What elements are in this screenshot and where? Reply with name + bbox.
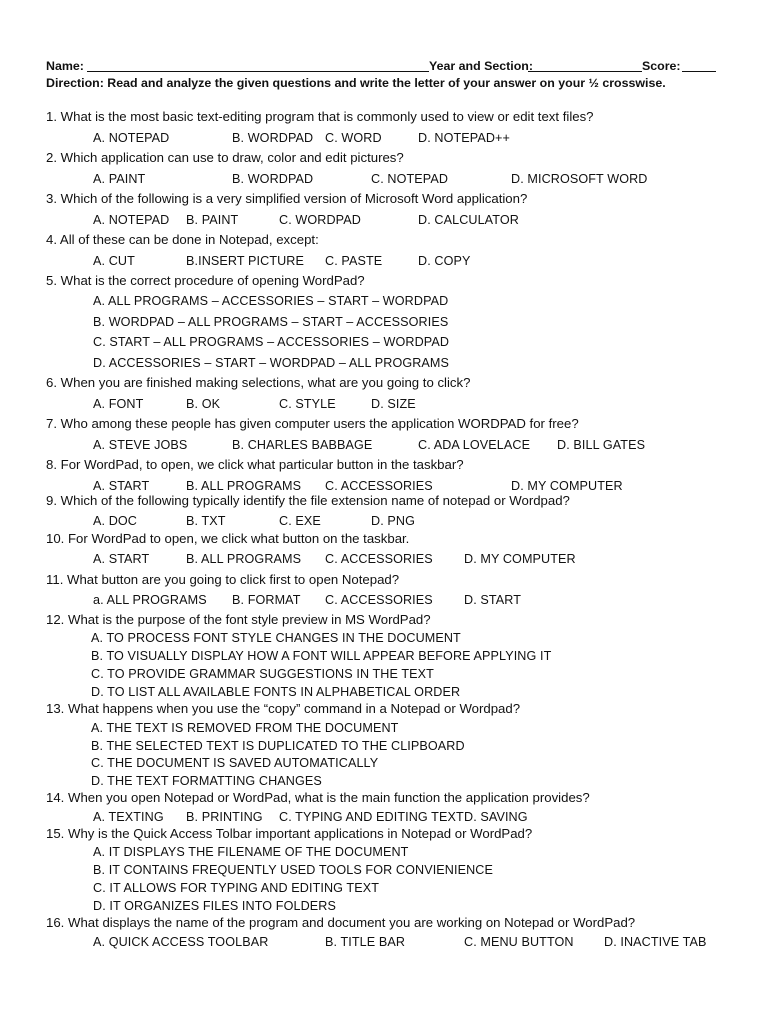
question-12: 12. What is the purpose of the font style preview in MS WordPad?: [46, 612, 431, 627]
option-3d: D. CALCULATOR: [418, 213, 519, 227]
option-9a: A. DOC: [93, 514, 137, 528]
option-12d: D. TO LIST ALL AVAILABLE FONTS IN ALPHABETICAL ORDER: [91, 685, 461, 699]
question-3: 3. Which of the following is a very simplified version of Microsoft Word application?: [46, 191, 528, 206]
question-2: 2. Which application can use to draw, color and edit pictures?: [46, 150, 404, 165]
question-7: 7. Who among these people has given computer users the application WORDPAD for free?: [46, 416, 579, 431]
option-2c: C. NOTEPAD: [371, 172, 449, 186]
option-3c: C. WORDPAD: [279, 213, 361, 227]
option-6a: A. FONT: [93, 397, 144, 411]
question-4: 4. All of these can be done in Notepad, except:: [46, 232, 319, 247]
option-2b: B. WORDPAD: [232, 172, 314, 186]
question-16: 16. What displays the name of the program and document you are working on Notepad or WordPad?: [46, 915, 636, 930]
option-14d: D. SAVING: [464, 810, 528, 824]
option-7d: D. BILL GATES: [557, 438, 646, 452]
option-14a: A. TEXTING: [93, 810, 164, 824]
option-8a: A. START: [93, 479, 150, 493]
option-13c: C. THE DOCUMENT IS SAVED AUTOMATICALLY: [91, 756, 379, 770]
option-14c: C. TYPING AND EDITING TEXT: [279, 810, 464, 824]
option-15c: C. IT ALLOWS FOR TYPING AND EDITING TEXT: [93, 881, 380, 895]
option-5c: C. START – ALL PROGRAMS – ACCESSORIES – WORDPAD: [93, 335, 450, 349]
question-10: 10. For WordPad to open, we click what button on the taskbar.: [46, 531, 410, 546]
directions-text: Direction: Read and analyze the given questions and write the letter of your answer on your ½ crosswise.: [46, 76, 666, 90]
option-12a: A. TO PROCESS FONT STYLE CHANGES IN THE DOCUMENT: [91, 631, 461, 645]
option-6d: D. SIZE: [371, 397, 416, 411]
option-4a: A. CUT: [93, 254, 135, 268]
option-8d: D. MY COMPUTER: [511, 479, 623, 493]
question-8: 8. For WordPad, to open, we click what particular button in the taskbar?: [46, 457, 464, 472]
option-1a: A. NOTEPAD: [93, 131, 170, 145]
option-9b: B. TXT: [186, 514, 226, 528]
score-blank: [682, 59, 716, 72]
year-section-blank: [528, 59, 642, 72]
option-10c: C. ACCESSORIES: [325, 552, 433, 566]
option-10d: D. MY COMPUTER: [464, 552, 576, 566]
option-3b: B. PAINT: [186, 213, 239, 227]
option-11b: B. FORMAT: [232, 593, 301, 607]
question-1: 1. What is the most basic text-editing program that is commonly used to view or edit text files?: [46, 109, 594, 124]
option-8c: C. ACCESSORIES: [325, 479, 433, 493]
option-13a: A. THE TEXT IS REMOVED FROM THE DOCUMENT: [91, 721, 399, 735]
option-7c: C. ADA LOVELACE: [418, 438, 531, 452]
option-7a: A. STEVE JOBS: [93, 438, 188, 452]
option-4d: D. COPY: [418, 254, 471, 268]
option-12c: C. TO PROVIDE GRAMMAR SUGGESTIONS IN THE TEXT: [91, 667, 434, 681]
option-2d: D. MICROSOFT WORD: [511, 172, 648, 186]
option-15b: B. IT CONTAINS FREQUENTLY USED TOOLS FOR CONVIENIENCE: [93, 863, 493, 877]
option-6c: C. STYLE: [279, 397, 336, 411]
option-16c: C. MENU BUTTON: [464, 935, 574, 949]
option-10a: A. START: [93, 552, 150, 566]
option-13d: D. THE TEXT FORMATTING CHANGES: [91, 774, 322, 788]
option-11a: a. ALL PROGRAMS: [93, 593, 207, 607]
question-5: 5. What is the correct procedure of opening WordPad?: [46, 273, 365, 288]
year-section-label: Year and Section:: [429, 59, 533, 73]
question-9: 9. Which of the following typically identify the file extension name of notepad or Wordpad?: [46, 493, 570, 508]
option-2a: A. PAINT: [93, 172, 146, 186]
option-1d: D. NOTEPAD++: [418, 131, 510, 145]
option-16b: B. TITLE BAR: [325, 935, 406, 949]
option-12b: B. TO VISUALLY DISPLAY HOW A FONT WILL APPEAR BEFORE APPLYING IT: [91, 649, 552, 663]
option-13b: B. THE SELECTED TEXT IS DUPLICATED TO THE CLIPBOARD: [91, 739, 465, 753]
option-5a: A. ALL PROGRAMS – ACCESSORIES – START – WORDPAD: [93, 294, 449, 308]
option-4c: C. PASTE: [325, 254, 383, 268]
option-14b: B. PRINTING: [186, 810, 263, 824]
option-15d: D. IT ORGANIZES FILES INTO FOLDERS: [93, 899, 336, 913]
score-label: Score:: [642, 59, 681, 73]
student-info-line: [46, 58, 726, 75]
name-label: Name:: [46, 59, 84, 73]
question-13: 13. What happens when you use the “copy” command in a Notepad or Wordpad?: [46, 701, 521, 716]
worksheet-header: [46, 58, 726, 92]
name-blank: [87, 59, 429, 72]
option-6b: B. OK: [186, 397, 221, 411]
option-9d: D. PNG: [371, 514, 415, 528]
option-1b: B. WORDPAD: [232, 131, 314, 145]
question-15: 15. Why is the Quick Access Tolbar important applications in Notepad or WordPad?: [46, 826, 533, 841]
option-16a: A. QUICK ACCESS TOOLBAR: [93, 935, 269, 949]
option-16d: D. INACTIVE TAB: [604, 935, 707, 949]
question-14: 14. When you open Notepad or WordPad, what is the main function the application provides?: [46, 790, 590, 805]
option-7b: B. CHARLES BABBAGE: [232, 438, 373, 452]
option-11c: C. ACCESSORIES: [325, 593, 433, 607]
question-6: 6. When you are finished making selections, what are you going to click?: [46, 375, 471, 390]
option-3a: A. NOTEPAD: [93, 213, 170, 227]
question-11: 11. What button are you going to click first to open Notepad?: [46, 572, 400, 587]
option-11d: D. START: [464, 593, 522, 607]
option-5d: D. ACCESSORIES – START – WORDPAD – ALL PROGRAMS: [93, 356, 450, 370]
option-15a: A. IT DISPLAYS THE FILENAME OF THE DOCUMENT: [93, 845, 409, 859]
option-4b: B.INSERT PICTURE: [186, 254, 304, 268]
option-9c: C. EXE: [279, 514, 321, 528]
option-1c: C. WORD: [325, 131, 382, 145]
option-5b: B. WORDPAD – ALL PROGRAMS – START – ACCESSORIES: [93, 315, 449, 329]
option-8b: B. ALL PROGRAMS: [186, 479, 302, 493]
option-10b: B. ALL PROGRAMS: [186, 552, 302, 566]
